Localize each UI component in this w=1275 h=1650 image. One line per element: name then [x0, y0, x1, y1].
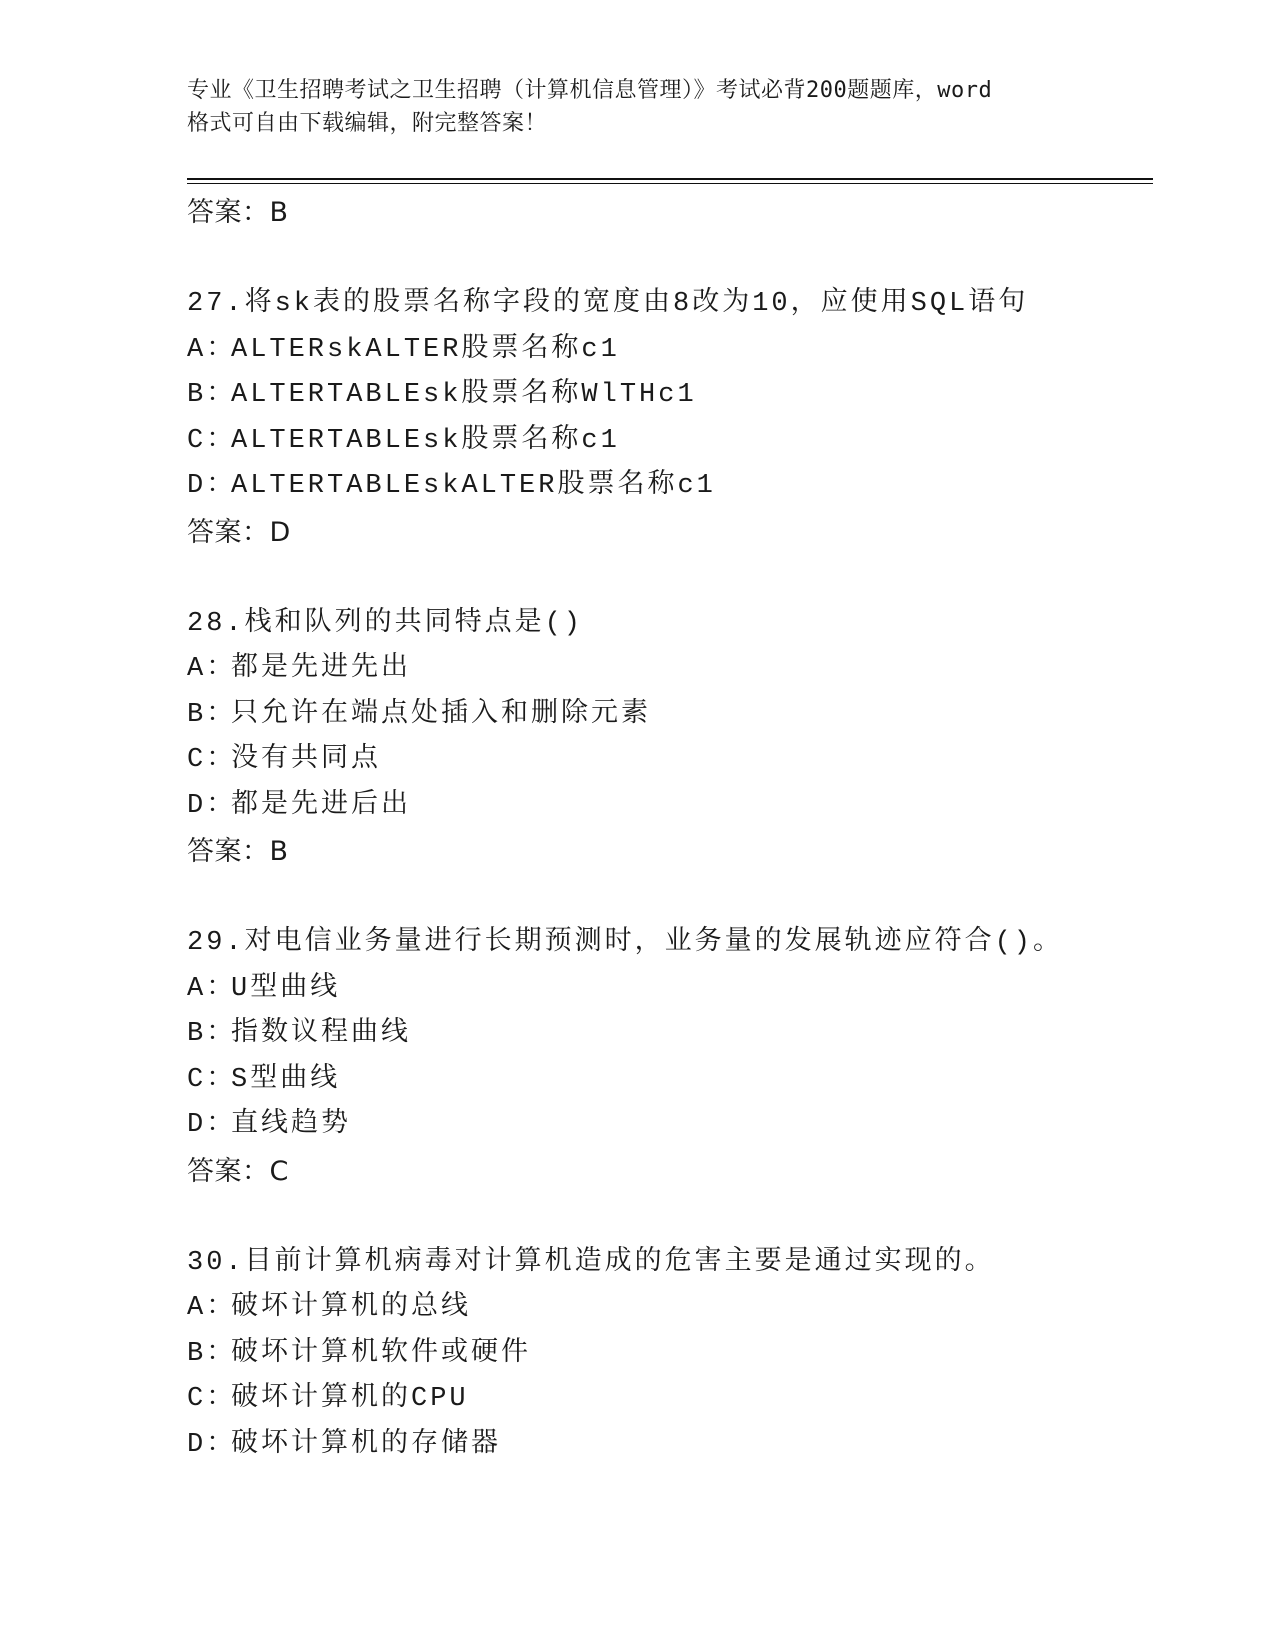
answer-line: 答案：B [187, 197, 289, 228]
option-key: D： [187, 790, 237, 821]
option-c [187, 419, 1167, 465]
option-key: B： [187, 699, 237, 730]
option-key: C： [187, 1064, 237, 1095]
option-text: 直线趋势 [231, 1110, 351, 1140]
header-line-1: 专业《卫生招聘考试之卫生招聘（计算机信息管理）》考试必背200题题库，word [187, 78, 993, 103]
option-key: C： [187, 425, 237, 456]
option-text: 没有共同点 [231, 745, 381, 775]
option-d [187, 784, 1167, 830]
question-block [187, 602, 1167, 875]
header-divider-thin [187, 183, 1153, 184]
question-text: 27.将sk表的股票名称字段的宽度由8改为10，应使用SQL语句 [187, 289, 1029, 319]
option-d [187, 464, 1167, 510]
option-c [187, 738, 1167, 784]
option-d [187, 1103, 1167, 1149]
option-a [187, 967, 1167, 1013]
option-key: A： [187, 334, 237, 365]
option-text: 都是先进先出 [231, 654, 411, 684]
answer-line: 答案：D [187, 516, 291, 548]
option-key: B： [187, 380, 237, 410]
option-key: A： [187, 1293, 237, 1323]
option-text: S型曲线 [231, 1064, 341, 1095]
option-key: A： [187, 654, 237, 684]
option-text: 破坏计算机软件或硬件 [231, 1338, 531, 1369]
option-text: ALTERTABLEsk股票名称c1 [231, 425, 620, 456]
question-text: 29.对电信业务量进行长期预测时，业务量的发展轨迹应符合()。 [187, 928, 1064, 958]
header-divider-thick [187, 178, 1153, 180]
answer-line: 答案：C [187, 1155, 289, 1187]
option-key: D： [187, 471, 237, 501]
question-block [187, 282, 1167, 555]
option-key: C： [187, 745, 237, 775]
option-b [187, 1332, 1167, 1378]
question-block [187, 1241, 1167, 1469]
option-c [187, 1058, 1167, 1104]
option-a [187, 328, 1167, 374]
option-a [187, 647, 1167, 693]
option-text: 只允许在端点处插入和删除元素 [231, 699, 651, 730]
option-key: C： [187, 1384, 237, 1414]
option-key: D： [187, 1110, 237, 1140]
option-text: 破坏计算机的CPU [231, 1384, 469, 1414]
document-header [187, 74, 1087, 140]
question-block [187, 921, 1167, 1194]
option-text: 破坏计算机的总线 [231, 1293, 471, 1323]
option-d [187, 1423, 1167, 1469]
option-b [187, 693, 1167, 739]
option-a [187, 1286, 1167, 1332]
option-b [187, 373, 1167, 419]
question-text: 30.目前计算机病毒对计算机造成的危害主要是通过实现的。 [187, 1247, 995, 1278]
option-key: B： [187, 1019, 237, 1049]
option-text: U型曲线 [231, 973, 341, 1004]
header-line-2: 格式可自由下载编辑，附完整答案！ [187, 111, 548, 136]
option-text: ALTERskALTER股票名称c1 [231, 334, 620, 365]
option-key: A： [187, 973, 237, 1004]
option-key: B： [187, 1338, 237, 1369]
option-text: 指数议程曲线 [231, 1019, 411, 1049]
option-b [187, 1012, 1167, 1058]
option-key: D： [187, 1429, 237, 1460]
question-text: 28.栈和队列的共同特点是() [187, 608, 584, 639]
option-text: ALTERTABLEskALTER股票名称c1 [231, 471, 716, 501]
option-text: 都是先进后出 [231, 790, 411, 821]
option-text: ALTERTABLEsk股票名称WlTHc1 [231, 380, 697, 410]
option-text: 破坏计算机的存储器 [231, 1429, 501, 1460]
question-list [187, 190, 1167, 1468]
option-c [187, 1377, 1167, 1423]
answer-line: 答案：B [187, 836, 289, 867]
